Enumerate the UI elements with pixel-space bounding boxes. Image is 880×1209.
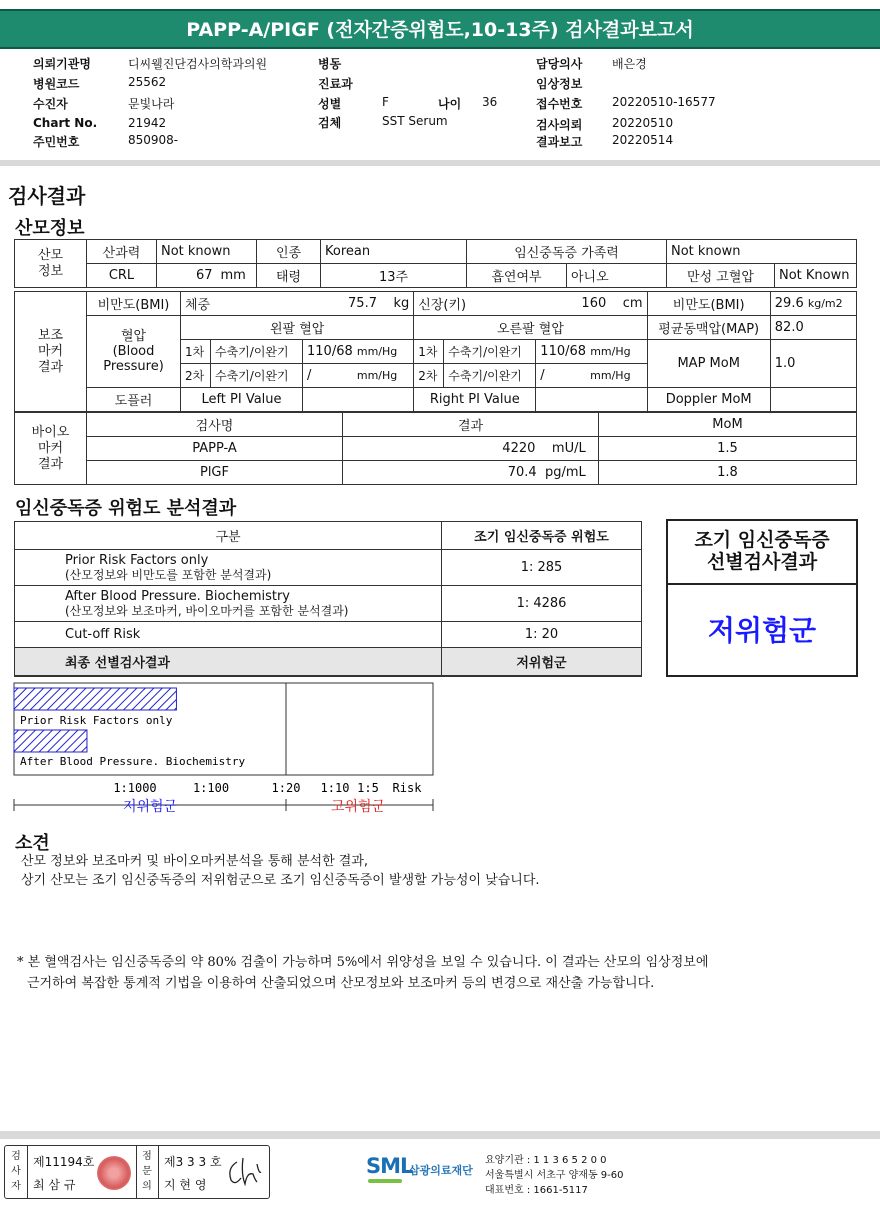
papp-value: 4220 <box>502 441 536 456</box>
bio-group-label: 바이오 마커 결과 <box>15 413 87 485</box>
height-label: 신장(키) <box>414 292 536 316</box>
seal-icon <box>97 1156 131 1190</box>
bar-prior-risk <box>14 688 176 710</box>
risk-h-risk: 조기 임신중독증 위험도 <box>442 522 642 550</box>
risk-table <box>14 521 642 677</box>
htn-value: Not Known <box>775 264 857 288</box>
risk-row-cutoff-label: Cut-off Risk <box>15 622 442 648</box>
smoke-value: 아니오 <box>567 264 667 288</box>
doppler-label: 도플러 <box>87 388 181 412</box>
left-pi-label: Left PI Value <box>181 388 303 412</box>
report-date-value: 20220514 <box>612 133 674 147</box>
age-value: 36 <box>482 95 498 109</box>
sex-value: F <box>382 95 389 109</box>
bmi-unit: kg/m2 <box>807 297 843 310</box>
bio-h-mom: MoM <box>599 413 857 437</box>
map-mom-label: MAP MoM <box>647 340 770 388</box>
bio-mom-papp: 1.5 <box>599 437 857 461</box>
risk-chart <box>0 680 450 820</box>
left-arm-label: 왼팔 혈압 <box>181 316 414 340</box>
tick-label: 1:5 <box>357 781 379 795</box>
examiner-name: 최 삼 규 <box>33 1178 76 1192</box>
org-phone: 대표번호 : 1661-5117 <box>485 1185 588 1196</box>
htn-label: 만성 고혈압 <box>667 264 775 288</box>
rrn-value: 850908- <box>128 133 179 147</box>
patient-label: 수진자 <box>33 97 68 111</box>
dept-label: 진료과 <box>318 77 353 91</box>
right-bp-2-value: / <box>540 368 545 383</box>
bio-result-papp <box>343 437 599 461</box>
mmhg-unit: mm/Hg <box>356 345 398 358</box>
disclaimer-line-2: 근거하여 복잡한 통계적 기법을 이용하여 산출되었으며 산모정보와 보조마커 등의 변경으로 재산출 가능합니다. <box>27 976 655 991</box>
race-label: 인종 <box>257 240 321 264</box>
risk-row-after-value: 1: 4286 <box>442 586 642 622</box>
disclaimer-line-1: * 본 혈액검사는 임신중독증의 약 80% 검출이 가능하며 5%에서 위양성을 보일 수 있습니다. 이 결과는 산모의 임상정보에 <box>17 955 709 970</box>
bmi-cell <box>770 292 856 316</box>
risk-heading: 임신중독증 위험도 분석결과 <box>15 498 237 519</box>
org-name: 삼광의료재단 <box>409 1164 473 1177</box>
map-mom-value: 1.0 <box>770 340 856 388</box>
mmhg-unit: mm/Hg <box>590 369 631 382</box>
plgf-value: 70.4 <box>507 465 537 480</box>
reviewer-label: 점 문 의 <box>142 1151 152 1192</box>
logo-text: SML <box>366 1154 413 1178</box>
examiner-label: 검 사 자 <box>11 1151 21 1192</box>
tick-label: 1:10 <box>320 781 350 795</box>
marker-table <box>14 291 857 412</box>
race-value: Korean <box>321 240 467 264</box>
family-label: 임신중독증 가족력 <box>467 240 667 264</box>
maternal-table <box>14 239 857 288</box>
org-logo <box>366 1152 476 1192</box>
gest-value: Not known <box>157 240 257 264</box>
doctor-label: 담당의사 <box>536 57 583 71</box>
weight-value: 75.7 <box>348 296 377 311</box>
risk-row-prior-sub: (산모정보와 비만도를 포함한 분석결과) <box>65 567 272 582</box>
left-bp-2-value: / <box>307 368 312 383</box>
risk-row-after-sub: (산모정보와 보조마커, 바이오마커를 포함한 분석결과) <box>65 603 349 618</box>
receipt-value: 20220510-16577 <box>612 95 716 109</box>
bio-h-result: 결과 <box>343 413 599 437</box>
age-label: 나이 <box>438 97 462 111</box>
org-address: 서울특별시 서초구 양재동 9-60 <box>485 1170 624 1181</box>
right-sysdia-2: 수축기/이완기 <box>444 364 536 388</box>
plgf-unit: pg/mL <box>544 465 586 480</box>
bmi2-label: 비만도(BMI) <box>647 292 770 316</box>
report-date-label: 결과보고 <box>536 135 583 149</box>
left-sysdia-2: 수축기/이완기 <box>211 364 303 388</box>
receipt-label: 접수번호 <box>536 97 583 111</box>
left-bp-1-value: 110/68 <box>307 344 353 359</box>
request-value: 20220510 <box>612 116 674 130</box>
tick-label: Risk <box>392 781 422 795</box>
smoke-label: 흡연여부 <box>467 264 567 288</box>
right-bp-2 <box>536 364 647 388</box>
org-contact <box>485 1153 624 1198</box>
summary-title: 조기 임신중독증 선별검사결과 <box>668 521 856 585</box>
divider <box>0 160 880 166</box>
left-pi-value <box>303 388 414 412</box>
signature-icon <box>223 1154 263 1190</box>
patient-info <box>0 52 880 160</box>
left-second: 2차 <box>181 364 211 388</box>
crl-unit: mm <box>217 264 257 288</box>
left-bp-1 <box>303 340 414 364</box>
bar-after-risk <box>14 730 87 752</box>
mmhg-unit: mm/Hg <box>590 345 631 358</box>
disclaimer <box>17 952 708 994</box>
map-value: 82.0 <box>770 316 856 340</box>
bar-prior-label: Prior Risk Factors only <box>20 714 173 727</box>
right-pi-value <box>536 388 647 412</box>
opinion-heading: 소견 <box>15 833 50 854</box>
ga-label: 태령 <box>257 264 321 288</box>
tick-label: 1:1000 <box>113 781 157 795</box>
doppler-mom-label: Doppler MoM <box>647 388 770 412</box>
right-sysdia-1: 수축기/이완기 <box>444 340 536 364</box>
marker-group-label: 보조 마커 결과 <box>15 292 87 412</box>
ward-label: 병동 <box>318 57 342 71</box>
bio-name-papp: PAPP-A <box>87 437 343 461</box>
height-unit: cm <box>622 296 643 311</box>
requester-label: 의뢰기관명 <box>33 57 91 71</box>
bar-after-label: After Blood Pressure. Biochemistry <box>20 755 246 768</box>
tick-label: 1:100 <box>192 781 230 795</box>
bio-table <box>14 412 857 485</box>
right-first: 1차 <box>414 340 444 364</box>
map-label: 평균동맥압(MAP) <box>647 316 770 340</box>
clinical-label: 임상정보 <box>536 77 583 91</box>
chart-no-value: 21942 <box>128 116 167 130</box>
hospital-code-value: 25562 <box>128 75 167 89</box>
bio-mom-plgf: 1.8 <box>599 461 857 485</box>
signature-box <box>4 1145 270 1199</box>
weight-label: 체중 <box>181 292 303 316</box>
right-second: 2차 <box>414 364 444 388</box>
requester-value: 디씨웰진단검사의학과의원 <box>128 57 268 71</box>
family-value: Not known <box>667 240 857 264</box>
right-bp-1-value: 110/68 <box>540 344 587 359</box>
report-title: PAPP-A/PIGF (전자간증위험도,10-13주) 검사결과보고서 <box>0 9 880 49</box>
sex-label: 성별 <box>318 97 342 111</box>
results-heading: 검사결과 <box>8 184 86 208</box>
ga-value: 13주 <box>321 264 467 288</box>
right-arm-label: 오른팔 혈압 <box>414 316 647 340</box>
doctor-value: 배은경 <box>612 57 647 71</box>
weight-cell <box>303 292 414 316</box>
risk-row-cutoff-value: 1: 20 <box>442 622 642 648</box>
left-first: 1차 <box>181 340 211 364</box>
opinion-line-2: 상기 산모는 조기 임신중독증의 저위험군으로 조기 임신중독증이 발생할 가능성이 낮습니다. <box>21 873 540 888</box>
opinion-text <box>21 852 540 890</box>
risk-row-prior-value: 1: 285 <box>442 550 642 586</box>
maternal-heading: 산모정보 <box>15 218 85 239</box>
reviewer-name: 지 현 영 <box>164 1178 207 1192</box>
examiner-no: 제11194호 <box>33 1155 95 1169</box>
bio-h-name: 검사명 <box>87 413 343 437</box>
request-label: 검사의뢰 <box>536 118 583 132</box>
reviewer-no: 제3 3 3 호 <box>164 1155 222 1169</box>
right-pi-label: Right PI Value <box>414 388 536 412</box>
risk-row-after <box>15 586 442 622</box>
summary-result: 저위험군 <box>707 614 817 647</box>
footer-divider <box>0 1131 880 1139</box>
rrn-label: 주민번호 <box>33 135 80 149</box>
papp-unit: mU/L <box>551 441 586 456</box>
tick-label: 1:20 <box>271 781 301 795</box>
org-code: 요양기관 : 1 1 3 6 5 2 0 0 <box>485 1155 607 1166</box>
weight-unit: kg <box>393 296 410 311</box>
gest-label: 산과력 <box>87 240 157 264</box>
risk-h-cat: 구분 <box>15 522 442 550</box>
bp-label: 혈압 (Blood Pressure) <box>87 316 181 388</box>
bmi-value: 29.6 <box>774 296 804 311</box>
right-bp-1 <box>536 340 647 364</box>
hospital-code-label: 병원코드 <box>33 77 80 91</box>
height-value: 160 <box>581 296 607 311</box>
bmi-label: 비만도(BMI) <box>87 292 181 316</box>
opinion-line-1: 산모 정보와 보조마커 및 바이오마커분석을 통해 분석한 결과, <box>21 854 369 869</box>
high-risk-label: 고위험군 <box>330 799 386 815</box>
summary-box <box>666 519 858 677</box>
low-risk-label: 저위험군 <box>122 799 178 815</box>
mmhg-unit: mm/Hg <box>356 369 398 382</box>
specimen-value: SST Serum <box>382 114 448 128</box>
doppler-mom-value <box>770 388 856 412</box>
left-sysdia-1: 수축기/이완기 <box>211 340 303 364</box>
crl-value: 67 <box>157 264 217 288</box>
crl-label: CRL <box>87 264 157 288</box>
chart-no-label: Chart No. <box>33 116 98 130</box>
logo-swoosh-icon <box>368 1179 402 1183</box>
risk-row-after-label: After Blood Pressure. Biochemistry <box>65 588 290 604</box>
left-bp-2 <box>303 364 414 388</box>
maternal-group-label: 산모 정보 <box>15 240 87 288</box>
specimen-label: 검체 <box>318 116 342 130</box>
risk-final-value: 저위험군 <box>442 648 642 676</box>
risk-final-label: 최종 선별검사결과 <box>15 648 442 676</box>
height-cell <box>536 292 647 316</box>
risk-row-prior-label: Prior Risk Factors only <box>65 552 209 568</box>
bio-result-plgf <box>343 461 599 485</box>
risk-row-prior <box>15 550 442 586</box>
patient-value: 문빛나라 <box>128 97 175 111</box>
bio-name-plgf: PlGF <box>87 461 343 485</box>
